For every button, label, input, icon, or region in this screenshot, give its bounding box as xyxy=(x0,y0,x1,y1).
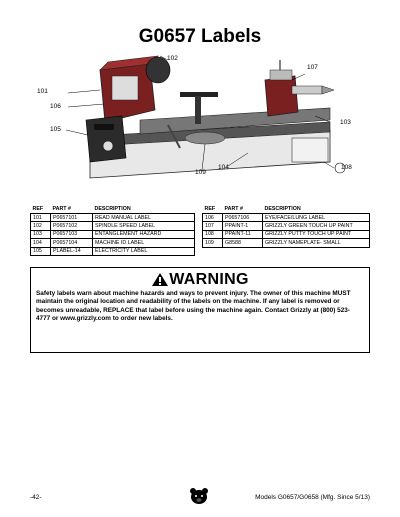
cell-ref: 108 xyxy=(203,230,223,238)
table-row xyxy=(203,239,370,247)
callout-104: 104 xyxy=(218,164,229,171)
warning-title: WARNING xyxy=(169,271,249,288)
cell-description: GRIZZLY PUTTY TOUCH UP PAINT xyxy=(263,230,370,238)
col-ref: REF xyxy=(204,205,216,212)
footer-models: Models G0657/G0658 (Mfg. Since 5/13) xyxy=(255,494,370,501)
cell-description: EYE/FACE/LUNG LABEL xyxy=(263,214,370,222)
callout-102: 102 xyxy=(167,55,178,62)
col-description: DESCRIPTION xyxy=(94,205,131,212)
parts-table-right xyxy=(202,204,370,248)
warning-heading xyxy=(31,271,369,289)
col-part: PART # xyxy=(224,205,243,212)
cell-part: PLABEL-14 xyxy=(51,247,93,255)
cell-part: P0657103 xyxy=(51,230,93,238)
table-row xyxy=(31,222,195,230)
cell-description: READ MANUAL LABEL xyxy=(93,214,195,222)
warning-box xyxy=(30,267,370,353)
table-row xyxy=(203,230,370,238)
warning-text: Safety labels warn about machine hazards and ways to prevent injury. The owner of this machine MUST maintain the original location and readability of the labels on the machine. If any label is removed or becomes unreadable, REPLACE that label before using the machine again. Contact Grizzly at (800) 523-4777 or www.grizzly.com to order new labels. xyxy=(36,290,351,322)
cell-ref: 107 xyxy=(203,222,223,230)
callout-103: 103 xyxy=(340,119,351,126)
cell-part: P0657101 xyxy=(51,214,93,222)
col-description: DESCRIPTION xyxy=(264,205,301,212)
callout-106: 106 xyxy=(50,103,61,110)
cell-description: GRIZZLY GREEN TOUCH UP PAINT xyxy=(263,222,370,230)
cell-description: GRIZZLY NAMEPLATE- SMALL xyxy=(263,239,370,247)
table-row xyxy=(203,222,370,230)
table-row xyxy=(31,247,195,255)
col-part: PART # xyxy=(52,205,71,212)
table-row xyxy=(31,239,195,247)
cell-description: ENTANGLEMENT HAZARD xyxy=(93,230,195,238)
cell-description: ELECTRICITY LABEL xyxy=(93,247,195,255)
warning-triangle-icon xyxy=(151,272,169,287)
page-number: -42- xyxy=(30,494,42,501)
cell-ref: 106 xyxy=(203,214,223,222)
callout-107: 107 xyxy=(307,64,318,71)
cell-description: MACHINE ID LABEL xyxy=(93,239,195,247)
cell-ref: 103 xyxy=(31,230,51,238)
col-ref: REF xyxy=(32,205,44,212)
table-row xyxy=(203,214,370,222)
callout-105: 105 xyxy=(50,126,61,133)
callout-108: 108 xyxy=(341,164,352,171)
parts-table-left xyxy=(30,204,195,256)
grizzly-bear-logo xyxy=(189,487,209,505)
cell-part: P0657102 xyxy=(51,222,93,230)
cell-part: PPAINT-1 xyxy=(223,222,263,230)
table-row xyxy=(31,214,195,222)
page-title: G0657 Labels xyxy=(138,26,262,47)
cell-description: SPINDLE SPEED LABEL xyxy=(93,222,195,230)
cell-part: P0657104 xyxy=(51,239,93,247)
cell-part: P0657106 xyxy=(223,214,263,222)
cell-ref: 105 xyxy=(31,247,51,255)
cell-ref: 102 xyxy=(31,222,51,230)
callout-101: 101 xyxy=(37,88,48,95)
cell-part: G8588 xyxy=(223,239,263,247)
cell-ref: 104 xyxy=(31,239,51,247)
table-row xyxy=(31,230,195,238)
callout-109: 109 xyxy=(195,169,206,176)
cell-part: PPAINT-11 xyxy=(223,230,263,238)
cell-ref: 109 xyxy=(203,239,223,247)
cell-ref: 101 xyxy=(31,214,51,222)
